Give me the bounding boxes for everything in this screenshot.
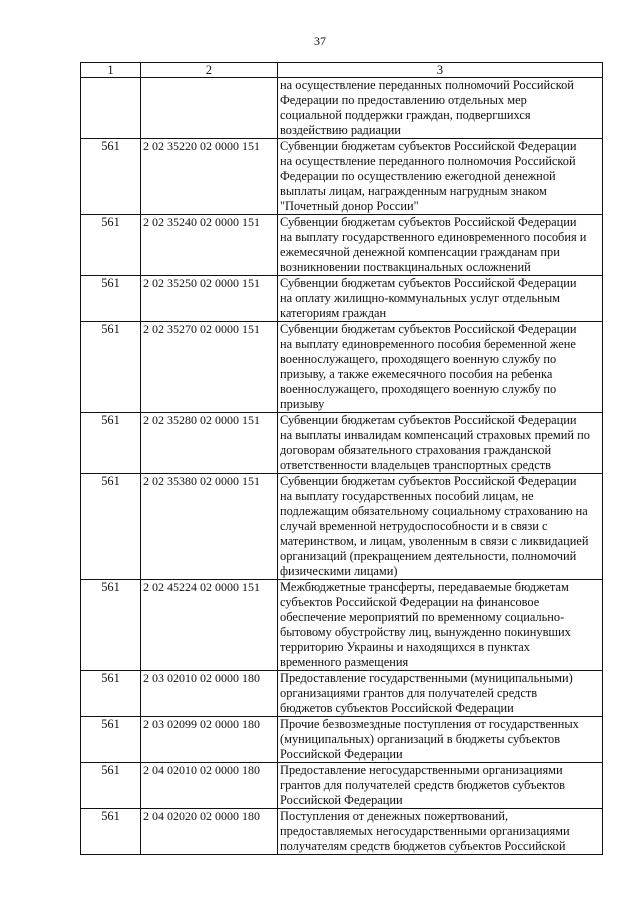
page-number: 37 — [314, 34, 326, 48]
admin-code-cell: 561 — [81, 671, 141, 717]
description-cell — [278, 474, 603, 580]
revenue-code-cell: 2 02 35240 02 0000 151 — [141, 215, 278, 276]
revenue-code-cell: 2 04 02010 02 0000 180 — [141, 763, 278, 809]
admin-code-cell: 561 — [81, 413, 141, 474]
table-row — [81, 717, 603, 763]
admin-code-cell: 561 — [81, 763, 141, 809]
column-header-1: 1 — [81, 63, 141, 78]
table-row — [81, 78, 603, 139]
description-cell — [278, 78, 603, 139]
description-line: на оплату жилищно-коммунальных услуг отдельным — [280, 291, 560, 305]
description-line: Федерации по осуществлению ежегодной денежной — [280, 169, 556, 183]
description-cell — [278, 413, 603, 474]
description-line: ответственности владельцев транспортных средств — [280, 458, 551, 472]
description-cell — [278, 671, 603, 717]
description-line: военнослужащего, проходящего военную службу по — [280, 382, 557, 396]
description-line: Предоставление негосударственными организациями — [280, 763, 563, 777]
table-row — [81, 139, 603, 215]
description-line: на выплату единовременного пособия беременной жене — [280, 337, 576, 351]
description-line: материнством, и лицам, уволенным в связи с ликвидацией — [280, 534, 589, 548]
description-line: Субвенции бюджетам субъектов Российской Федерации — [280, 276, 577, 290]
description-line: Поступления от денежных пожертвований, — [280, 809, 509, 823]
description-line: на осуществление переданных полномочий Российской — [280, 78, 574, 92]
description-cell — [278, 580, 603, 671]
description-line: на выплату государственного единовременного пособия и — [280, 230, 587, 244]
description-line: Межбюджетные трансферты, передаваемые бюджетам — [280, 580, 569, 594]
description-line: субъектов Российской Федерации на финансовое — [280, 595, 540, 609]
revenue-code-cell: 2 02 35280 02 0000 151 — [141, 413, 278, 474]
description-line: на осуществление переданного полномочия Российской — [280, 154, 576, 168]
description-line: Субвенции бюджетам субъектов Российской Федерации — [280, 413, 577, 427]
description-line: обеспечение мероприятий по временному социально- — [280, 610, 565, 624]
description-line: на выплату государственных пособий лицам, не — [280, 489, 534, 503]
description-cell — [278, 139, 603, 215]
description-line: Федерации по предоставлению отдельных мер — [280, 93, 527, 107]
description-line: на выплаты инвалидам компенсаций страховых премий по — [280, 428, 590, 442]
revenue-code-cell: 2 02 35250 02 0000 151 — [141, 276, 278, 322]
description-line: Субвенции бюджетам субъектов Российской Федерации — [280, 139, 577, 153]
admin-code-cell: 561 — [81, 139, 141, 215]
description-cell — [278, 809, 603, 855]
column-header-3: 3 — [278, 63, 603, 78]
description-line: территорию Украины и находящихся в пунктах — [280, 640, 530, 654]
revenue-code-cell: 2 03 02099 02 0000 180 — [141, 717, 278, 763]
description-line: выплаты лицам, награжденным нагрудным знаком — [280, 184, 547, 198]
description-line: получателям средств бюджетов субъектов Российской — [280, 839, 566, 853]
revenue-code-cell — [141, 78, 278, 139]
table-row — [81, 215, 603, 276]
column-header-2: 2 — [141, 63, 278, 78]
revenue-code-cell: 2 04 02020 02 0000 180 — [141, 809, 278, 855]
revenue-code-cell: 2 02 45224 02 0000 151 — [141, 580, 278, 671]
description-line: социальной поддержки граждан, подвергшихся — [280, 108, 531, 122]
description-line: организаций (прекращением деятельности, полномочий — [280, 549, 577, 563]
description-line: Прочие безвозмездные поступления от государственных — [280, 717, 579, 731]
description-cell — [278, 322, 603, 413]
revenue-code-cell: 2 02 35380 02 0000 151 — [141, 474, 278, 580]
table-header-row — [81, 63, 603, 78]
revenue-code-cell: 2 02 35270 02 0000 151 — [141, 322, 278, 413]
table-row — [81, 763, 603, 809]
admin-code-cell: 561 — [81, 474, 141, 580]
table-row — [81, 322, 603, 413]
admin-code-cell: 561 — [81, 717, 141, 763]
description-line: организациями грантов для получателей средств — [280, 686, 538, 700]
description-line: Субвенции бюджетам субъектов Российской Федерации — [280, 322, 577, 336]
description-line: "Почетный донор России" — [280, 199, 419, 213]
table-row — [81, 276, 603, 322]
revenue-code-cell: 2 03 02010 02 0000 180 — [141, 671, 278, 717]
description-line: подлежащим обязательному социальному страхованию на — [280, 504, 588, 518]
description-line: ежемесячной денежной компенсации гражданам при — [280, 245, 560, 259]
description-line: Российской Федерации — [280, 747, 403, 761]
admin-code-cell: 561 — [81, 809, 141, 855]
admin-code-cell: 561 — [81, 322, 141, 413]
description-line: Предоставление государственными (муниципальными) — [280, 671, 573, 685]
revenue-code-cell: 2 02 35220 02 0000 151 — [141, 139, 278, 215]
description-line: призыву — [280, 397, 325, 411]
table-body — [81, 78, 603, 855]
description-line: бытовому обустройству лиц, вынужденно покинувших — [280, 625, 571, 639]
description-line: случай временной нетрудоспособности и в связи с — [280, 519, 548, 533]
description-line: возникновении поствакцинальных осложнений — [280, 260, 531, 274]
description-line: договорам обязательного страхования гражданской — [280, 443, 552, 457]
admin-code-cell — [81, 78, 141, 139]
description-line: воздействию радиации — [280, 123, 401, 137]
table-row — [81, 474, 603, 580]
table-row — [81, 809, 603, 855]
description-line: военнослужащего, проходящего военную службу по — [280, 352, 557, 366]
description-line: Субвенции бюджетам субъектов Российской Федерации — [280, 474, 577, 488]
description-line: Субвенции бюджетам субъектов Российской Федерации — [280, 215, 577, 229]
description-line: призыву, а также ежемесячного пособия на ребенка — [280, 367, 553, 381]
description-line: физическими лицами) — [280, 564, 398, 578]
description-line: временного размещения — [280, 655, 409, 669]
description-cell — [278, 763, 603, 809]
budget-revenue-table — [80, 62, 603, 855]
description-line: (муниципальных) организаций в бюджеты субъектов — [280, 732, 561, 746]
description-line: категориям граждан — [280, 306, 387, 320]
table-row — [81, 580, 603, 671]
description-line: грантов для получателей средств бюджетов субъектов — [280, 778, 566, 792]
description-line: Российской Федерации — [280, 793, 403, 807]
table-row — [81, 671, 603, 717]
description-line: бюджетов субъектов Российской Федерации — [280, 701, 514, 715]
description-cell — [278, 717, 603, 763]
admin-code-cell: 561 — [81, 215, 141, 276]
description-cell — [278, 215, 603, 276]
admin-code-cell: 561 — [81, 276, 141, 322]
description-cell — [278, 276, 603, 322]
description-line: предоставляемых негосударственными организациями — [280, 824, 570, 838]
admin-code-cell: 561 — [81, 580, 141, 671]
table-row — [81, 413, 603, 474]
